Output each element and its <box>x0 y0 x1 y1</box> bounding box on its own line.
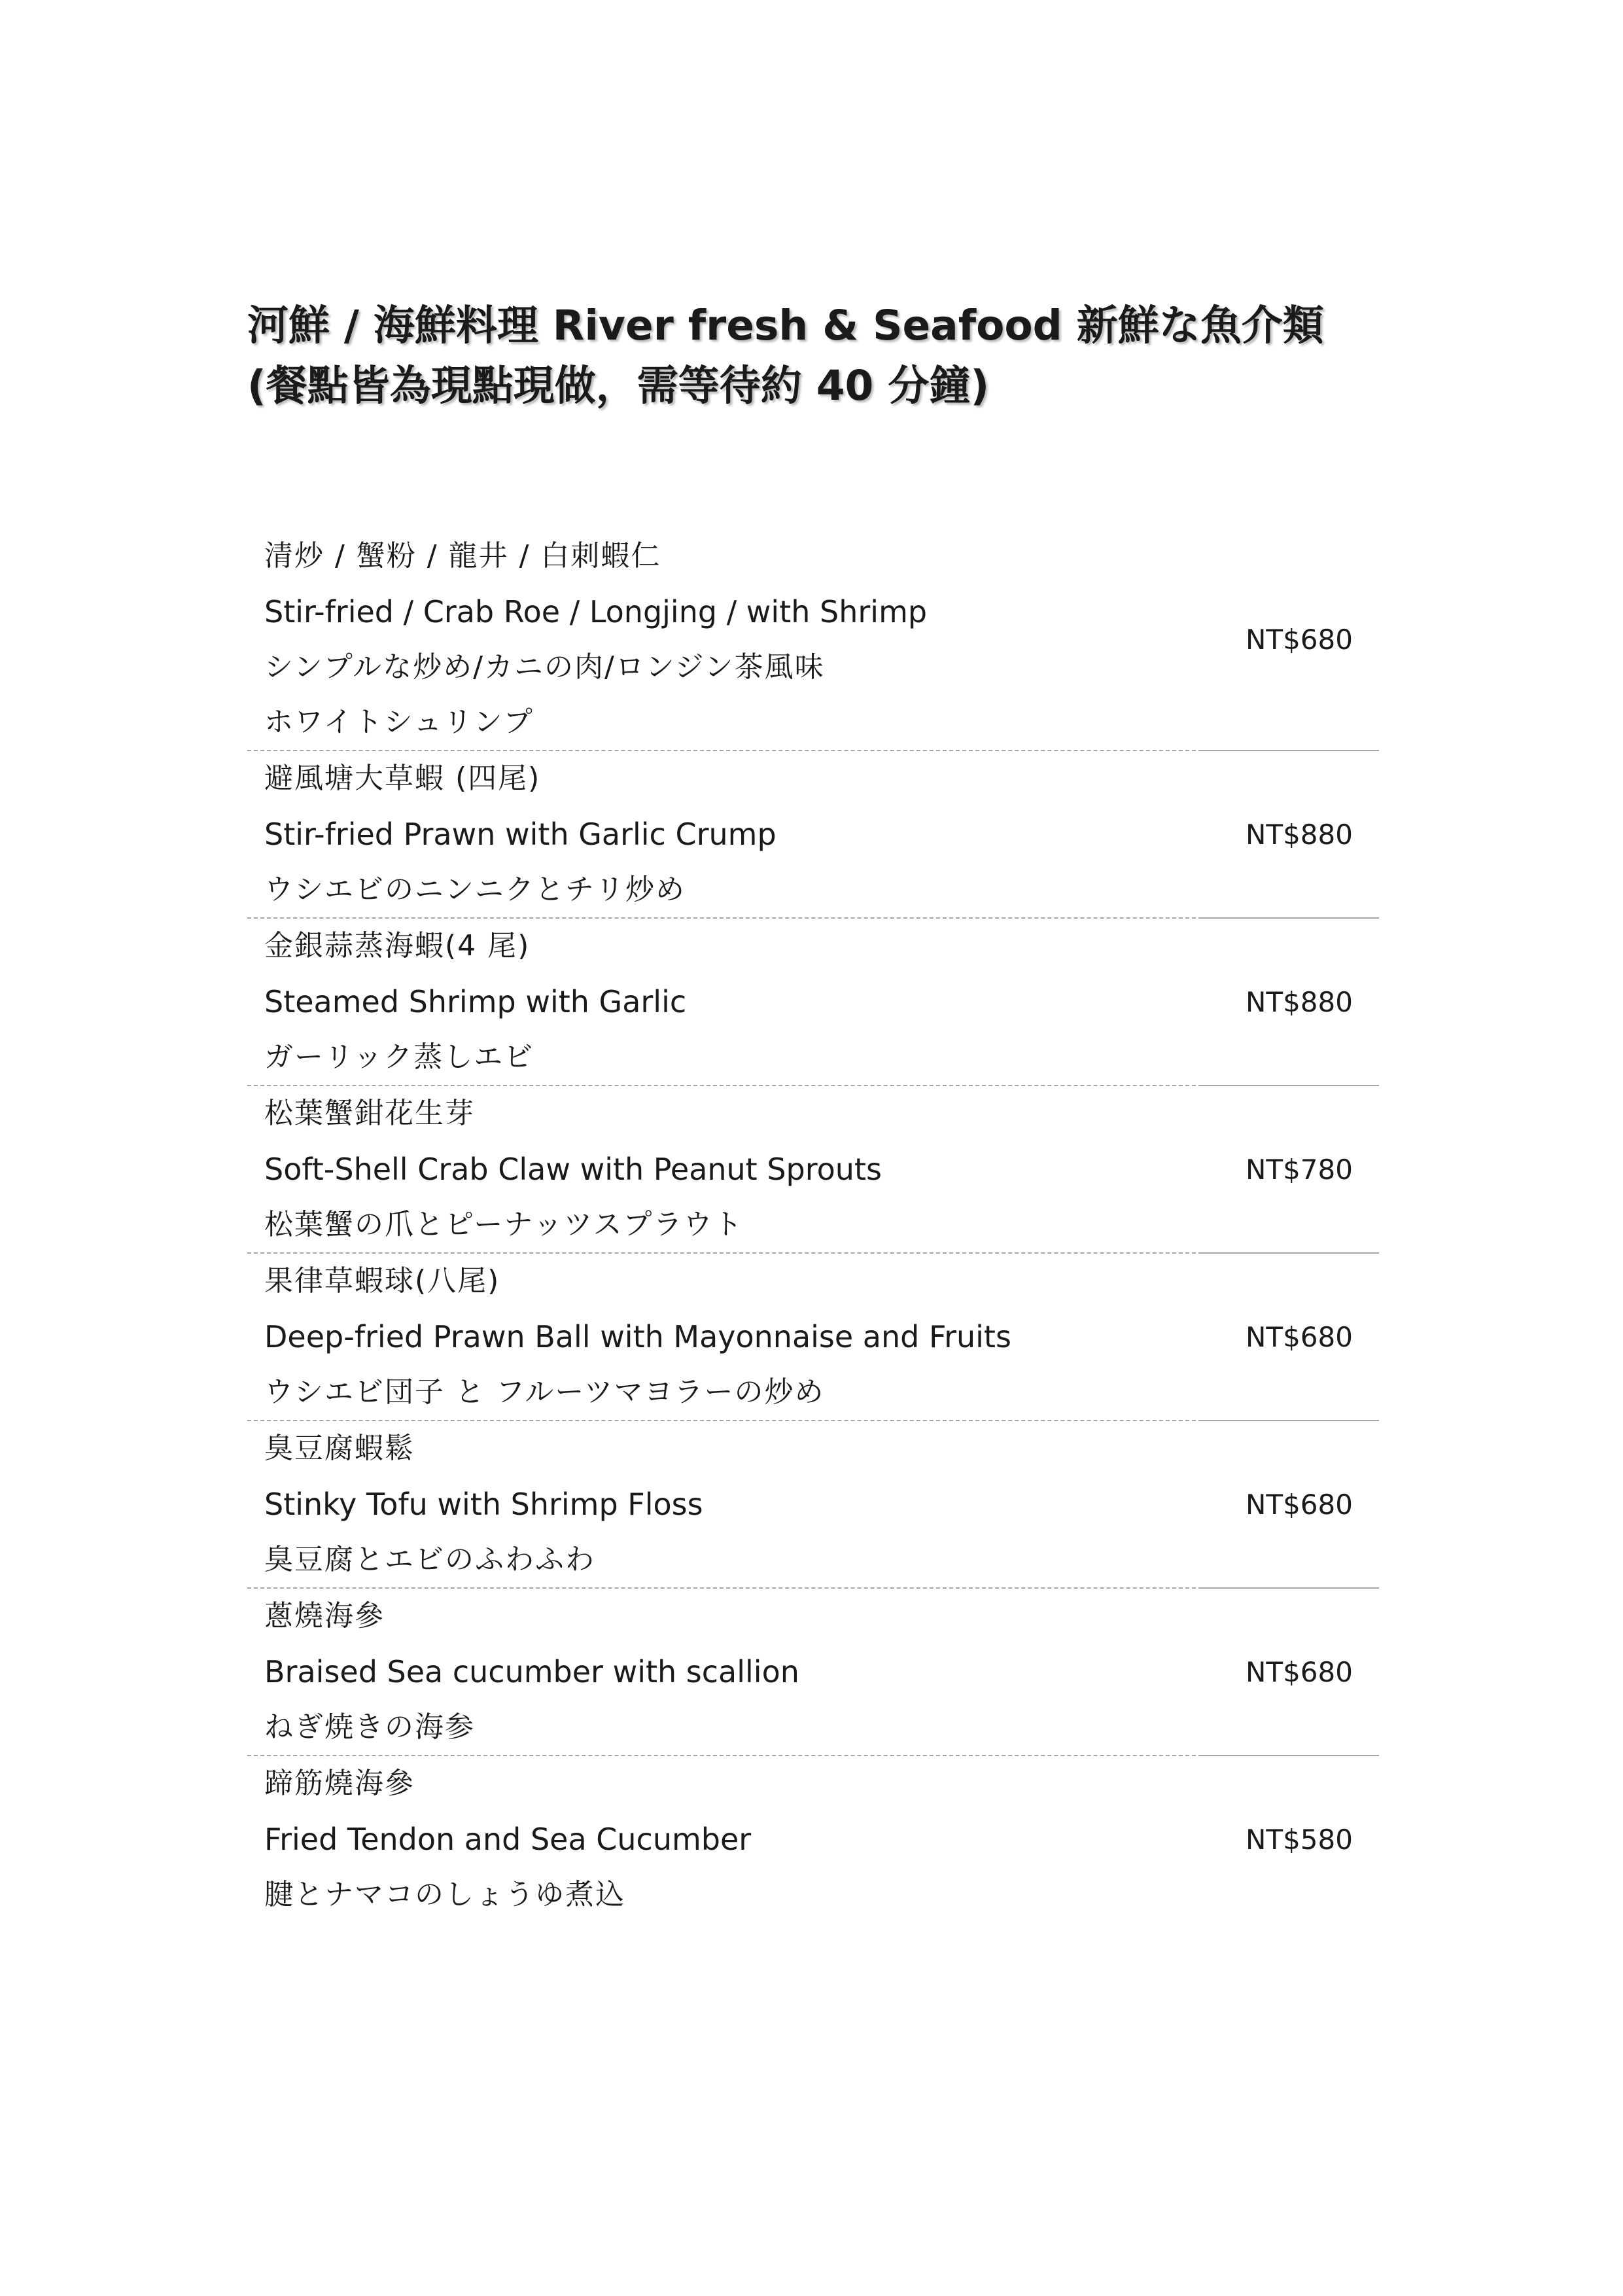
dish-price: NT$680 <box>1246 1655 1353 1688</box>
price-cell <box>1202 919 1379 1086</box>
dish-name-japanese: シンプルな炒め/カニの肉/ロンジン茶風味 <box>264 650 825 684</box>
dish-name-japanese: ウシエビのニンニクとチリ炒め <box>264 873 686 906</box>
dish-name-english: Stir-fried Prawn with Garlic Crump <box>264 817 777 852</box>
dish-name-chinese: 清炒 / 蟹粉 / 龍井 / 白刺蝦仁 <box>264 539 661 573</box>
menu-item-description <box>247 1756 1202 1922</box>
dish-name-chinese: 蹄筋燒海參 <box>264 1767 415 1800</box>
dish-name-chinese: 蔥燒海參 <box>264 1599 385 1633</box>
menu-item-description <box>247 1086 1202 1254</box>
page-subtitle-note: (餐點皆為現點現做，需等待約 40 分鐘) <box>247 362 990 410</box>
price-cell <box>1202 751 1379 919</box>
dish-name-chinese: 臭豆腐蝦鬆 <box>264 1432 415 1465</box>
dish-price: NT$680 <box>1246 1320 1353 1353</box>
dish-name-chinese: 避風塘大草蝦 (四尾) <box>264 762 541 795</box>
menu-item <box>247 1589 1379 1756</box>
dish-price: NT$880 <box>1246 818 1353 851</box>
dish-name-japanese: ウシエビ団子 と フルーツマヨラーの炒め <box>264 1375 825 1409</box>
dish-name-english: Deep-fried Prawn Ball with Mayonnaise and Fruits <box>264 1319 1011 1354</box>
dish-name-chinese: 金銀蒜蒸海蝦(4 尾) <box>264 929 531 963</box>
price-cell <box>1202 1254 1379 1421</box>
dish-name-japanese: 臭豆腐とエビのふわふわ <box>264 1543 595 1576</box>
dish-name-english: Soft-Shell Crab Claw with Peanut Sprouts <box>264 1152 882 1187</box>
dish-name-chinese: 松葉蟹鉗花生芽 <box>264 1097 475 1130</box>
menu-item-description <box>247 1421 1202 1589</box>
dish-name-english: Stinky Tofu with Shrimp Floss <box>264 1487 703 1522</box>
dish-price: NT$680 <box>1246 623 1353 656</box>
menu-item-list <box>247 529 1379 1922</box>
menu-item <box>247 1756 1379 1922</box>
dish-price: NT$780 <box>1246 1153 1353 1186</box>
menu-item <box>247 529 1379 751</box>
dish-name-english: Fried Tendon and Sea Cucumber <box>264 1822 752 1857</box>
menu-item <box>247 1421 1379 1589</box>
menu-header <box>247 296 1490 416</box>
menu-item-description <box>247 1254 1202 1421</box>
page-title: 河鮮 / 海鮮料理 River fresh & Seafood 新鮮な魚介類 <box>247 302 1324 349</box>
price-cell <box>1202 1421 1379 1589</box>
dish-name-english: Braised Sea cucumber with scallion <box>264 1654 799 1689</box>
dish-price: NT$680 <box>1246 1488 1353 1521</box>
dish-price: NT$580 <box>1246 1823 1353 1856</box>
dish-price: NT$880 <box>1246 985 1353 1018</box>
menu-item-description <box>247 751 1202 919</box>
price-cell <box>1202 1086 1379 1254</box>
menu-item-description <box>247 919 1202 1086</box>
dish-name-japanese: 腱とナマコのしょうゆ煮込 <box>264 1878 625 1911</box>
dish-name-japanese: ガーリック蒸しエビ <box>264 1040 534 1074</box>
menu-item <box>247 751 1379 919</box>
menu-item <box>247 1254 1379 1421</box>
price-cell <box>1202 529 1379 751</box>
dish-name-japanese: ホワイトシュリンプ <box>264 705 534 739</box>
dish-name-japanese: ねぎ焼きの海参 <box>264 1710 475 1744</box>
dish-name-chinese: 果律草蝦球(八尾) <box>264 1264 500 1298</box>
price-cell <box>1202 1589 1379 1756</box>
menu-item-description <box>247 529 1202 751</box>
price-cell <box>1202 1756 1379 1922</box>
dish-name-english: Steamed Shrimp with Garlic <box>264 984 687 1019</box>
dish-name-english: Stir-fried / Crab Roe / Longjing / with Shrimp <box>264 594 928 629</box>
menu-item <box>247 919 1379 1086</box>
dish-name-japanese: 松葉蟹の爪とピーナッツスプラウト <box>264 1208 744 1241</box>
menu-item <box>247 1086 1379 1254</box>
menu-item-description <box>247 1589 1202 1756</box>
